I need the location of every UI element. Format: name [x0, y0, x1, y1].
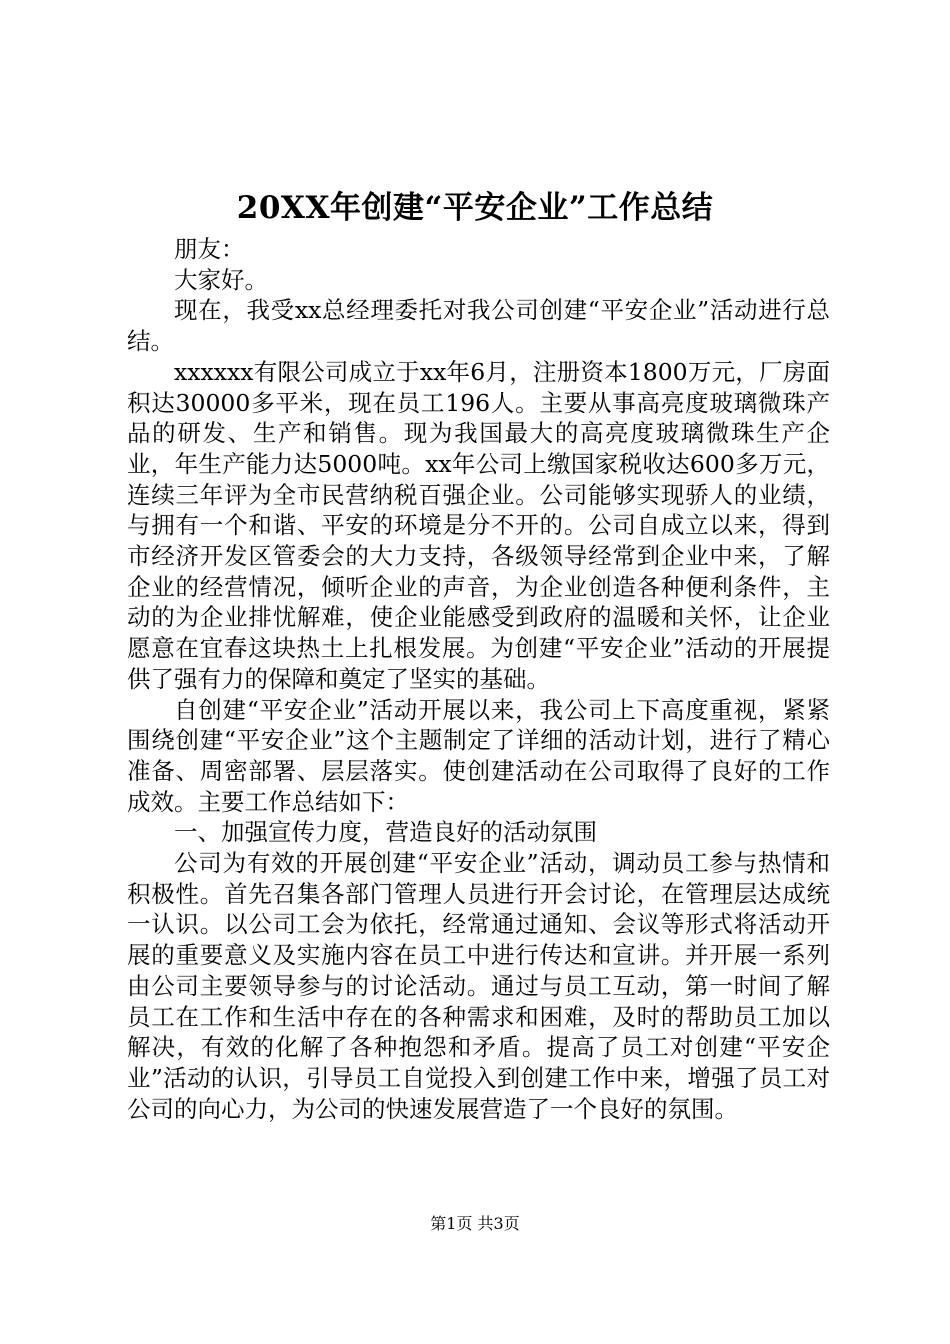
section-heading-1: 一、加强宣传力度，营造良好的活动氛围 — [174, 818, 597, 847]
section-1-paragraph: 公司为有效的开展创建“平安企业”活动，调动员工参与热情和积极性。首先召集各部门管理人员进行开会讨论，在管理层达成统一认识。以公司工会为依托，经常通过通知、会议等形式将活动开展的重要意义及实施内容在员工中进行传达和宣讲。并开展一系列由公司主要领导参与的讨论活动。通过与员工互动，第一时间了解员工在工作和生活中存在的各种需求和困难，及时的帮助员工加以解决，有效的化解了各种抱怨和矛盾。提高了员工对创建“平安企业”活动的认识，引导员工自觉投入到创建工作中来，增强了员工对公司的向心力，为公司的快速发展营造了一个良好的氛围。 — [127, 849, 830, 1123]
intro-paragraph: 现在，我受xx总经理委托对我公司创建“平安企业”活动进行总结。 — [127, 296, 830, 356]
salutation-line: 大家好。 — [174, 265, 268, 294]
document-title: 20XX年创建“平安企业”工作总结 — [236, 190, 714, 226]
page-number-footer: 第1页 共3页 — [430, 1214, 520, 1233]
company-profile-paragraph: xxxxxx有限公司成立于xx年6月，注册资本1800万元，厂房面积达30000多平米，现在员工196人。主要从事高亮度玻璃微珠产品的研发、生产和销售。现为我国最大的高亮度玻璃微珠生产企业，年生产能力达5000吨。xx年公司上缴国家税收达600多万元，连续三年评为全市民营纳税百强企业。公司能够实现骄人的业绩，与拥有一个和谐、平安的环境是分不开的。公司自成立以来，得到市经济开发区管委会的大力支持，各级领导经常到企业中来，了解企业的经营情况，倾听企业的声音，为企业创造各种便利条件，主动的为企业排忧解难，使企业能感受到政府的温暖和关怀，让企业愿意在宜春这块热土上扎根发展。为创建“平安企业”活动的开展提供了强有力的保障和奠定了坚实的基础。 — [127, 357, 830, 693]
activity-overview-paragraph: 自创建“平安企业”活动开展以来，我公司上下高度重视，紧紧围绕创建“平安企业”这个主题制定了详细的活动计划，进行了精心准备、周密部署、层层落实。使创建活动在公司取得了良好的工作成效。主要工作总结如下： — [127, 695, 830, 816]
document-body — [127, 234, 830, 1124]
greeting-line: 朋友： — [174, 235, 245, 263]
